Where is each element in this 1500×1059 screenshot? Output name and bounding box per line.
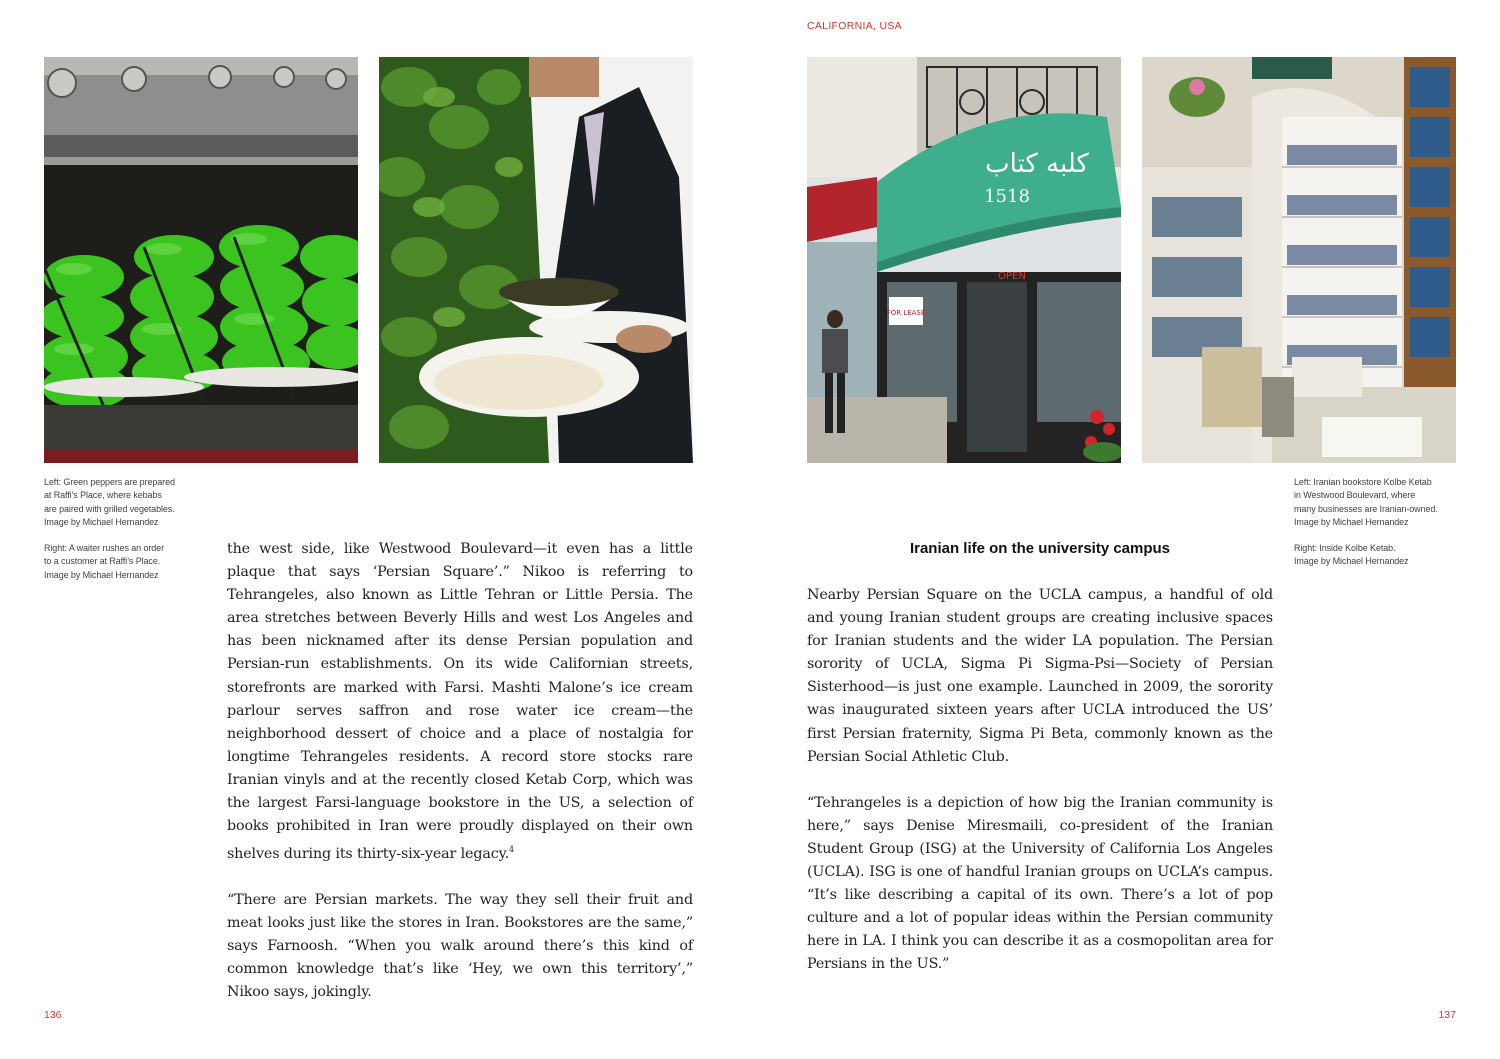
caption-line: are paired with grilled vegetables. xyxy=(44,503,175,514)
caption-line: Left: Green peppers are prepared xyxy=(44,477,175,487)
caption-line: Left: Iranian bookstore Kolbe Ketab xyxy=(1294,477,1432,487)
paragraph-text: the west side, like Westwood Boulevard—it even has a little plaque that says ‘Persian Square’.” Nikoo is referring to Tehrangeles, also known as Little Tehran or Little Persia. The area stretches between Beverly Hills and west Los Angeles and has been nicknamed after its dense Persian population and Persian-run establishments. On its wide Californian streets, storefronts are marked with Farsi. Mashti Malone’s ice cream parlour serves saffron and rose water ice cream—the neighborhood dessert of choice and a place of nostalgia for longtime Tehrangeles residents. A record store stocks rare Iranian vinyls and at the recently closed Ketab Corp, which was the largest Farsi-language bookstore in the US, a selection of books prohibited in Iran were proudly displayed on their own shelves during its thirty-six-year legacy. xyxy=(227,541,693,862)
awning-arabic-text: کلبه کتاب xyxy=(985,149,1089,179)
body-paragraph xyxy=(227,538,693,866)
footnote-mark[interactable]: 4 xyxy=(509,845,514,855)
lease-sign: FOR LEASE xyxy=(886,309,926,317)
section-label: CALIFORNIA, USA xyxy=(807,20,902,32)
caption-right-photo xyxy=(44,542,204,582)
body-paragraph: Nearby Persian Square on the UCLA campus, a handful of old and young Iranian student groups are creating inclusive spaces for Iranian students and the wider LA population. The Persian sorority of UCLA, Sigma Pi Sigma-Psi—Society of Persian Sisterhood—is just one example. Launched in 2009, the sorority was inaugurated sixteen years after UCLA introduced the US’ first Persian fraternity, Sigma Pi Beta, commonly known as the Persian Social Athletic Club. xyxy=(807,587,1273,765)
caption-line: in Westwood Boulevard, where xyxy=(1294,490,1416,501)
caption-line: to a customer at Raffi’s Place. xyxy=(44,556,161,567)
caption-interior xyxy=(1294,542,1464,569)
caption-line: Image by Michael Hernandez xyxy=(44,516,159,527)
photo-waiter xyxy=(379,57,693,463)
caption-line: Image by Michael Hernandez xyxy=(1294,516,1409,527)
caption-line: Right: Inside Kolbe Ketab. xyxy=(1294,543,1396,553)
page-number-left: 136 xyxy=(44,1009,62,1021)
photo-storefront xyxy=(807,57,1121,463)
caption-line: many businesses are Iranian-owned. xyxy=(1294,503,1438,514)
body-paragraph: “Tehrangeles is a depiction of how big the Iranian community is here,” says Denise Miresmaili, co-president of the Iranian Student Group (ISG) at the University of California Los Angeles (UCLA). ISG is one of handful Iranian groups on UCLA’s campus. “It’s like describing a capital of its own. There’s a lot of pop culture and a lot of popular ideas within the Persian community here in LA. I think you can describe it as a cosmopolitan area for Persians in the US.” xyxy=(807,794,1273,973)
left-body-column xyxy=(227,538,693,1005)
caption-line: Image by Michael Hernandez xyxy=(44,569,159,580)
photo-bookstore-interior xyxy=(1142,57,1456,463)
caption-line: Right: A waiter rushes an order xyxy=(44,543,164,553)
section-subheading: Iranian life on the university campus xyxy=(909,540,1171,557)
caption-left-photo xyxy=(44,476,204,529)
right-body-column xyxy=(807,584,1273,977)
photo-green-peppers xyxy=(44,57,358,463)
page-number-right: 137 xyxy=(1438,1009,1456,1021)
caption-storefront xyxy=(1294,476,1464,529)
caption-line: Image by Michael Hernandez xyxy=(1294,556,1409,567)
open-sign: OPEN xyxy=(998,271,1026,282)
caption-line: at Raffi’s Place, where kebabs xyxy=(44,490,162,501)
awning-number: 1518 xyxy=(984,186,1030,207)
body-paragraph: “There are Persian markets. The way they sell their fruit and meat looks just like the stores in Iran. Bookstores are the same,” says Farnoosh. “When you walk around there’s this kind of common knowledge that’s like ‘Hey, we own this territory’,” Nikoo says, jokingly. xyxy=(227,892,693,1001)
